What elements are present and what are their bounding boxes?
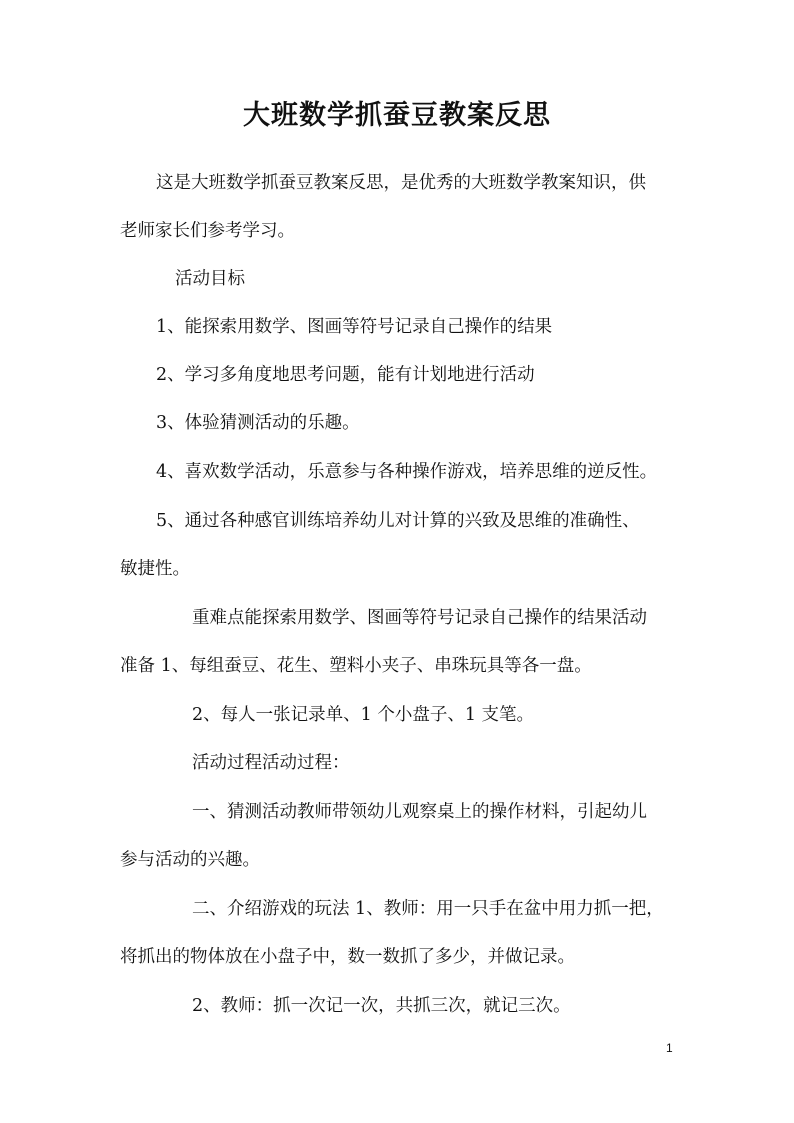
paragraph-line: 2、每人一张记录单、1 个小盘子、1 支笔。 xyxy=(192,705,535,725)
page-number: 1 xyxy=(666,1041,673,1055)
list-item: 2、学习多角度地思考问题，能有计划地进行活动 xyxy=(156,365,535,385)
list-item: 3、体验猜测活动的乐趣。 xyxy=(156,413,360,433)
paragraph-line: 准备 1、每组蚕豆、花生、塑料小夹子、串珠玩具等各一盘。 xyxy=(120,656,592,676)
paragraph-line: 二、介绍游戏的玩法 1、教师：用一只手在盆中用力抓一把， xyxy=(192,899,664,919)
paragraph-line: 2、教师：抓一次记一次，共抓三次，就记三次。 xyxy=(192,996,571,1016)
paragraph-line: 将抓出的物体放在小盘子中，数一数抓了多少，并做记录。 xyxy=(120,947,575,967)
paragraph-line: 重难点能探索用数学、图画等符号记录自己操作的结果活动 xyxy=(192,608,647,628)
section-heading: 活动目标 xyxy=(175,269,245,289)
paragraph-line: 参与活动的兴趣。 xyxy=(120,850,260,870)
paragraph-line: 老师家长们参考学习。 xyxy=(120,221,295,241)
paragraph-line: 敏捷性。 xyxy=(120,559,190,579)
paragraph-line: 这是大班数学抓蚕豆教案反思，是优秀的大班数学教案知识，供 xyxy=(156,173,646,193)
paragraph-line: 一、猜测活动教师带领幼儿观察桌上的操作材料，引起幼儿 xyxy=(192,802,647,822)
document-title: 大班数学抓蚕豆教案反思 xyxy=(243,100,551,131)
list-item: 1、能探索用数学、图画等符号记录自己操作的结果 xyxy=(156,317,553,337)
list-item: 4、喜欢数学活动，乐意参与各种操作游戏，培养思维的逆反性。 xyxy=(156,462,658,482)
section-heading: 活动过程活动过程： xyxy=(192,753,350,773)
list-item: 5、通过各种感官训练培养幼儿对计算的兴致及思维的准确性、 xyxy=(156,511,640,531)
